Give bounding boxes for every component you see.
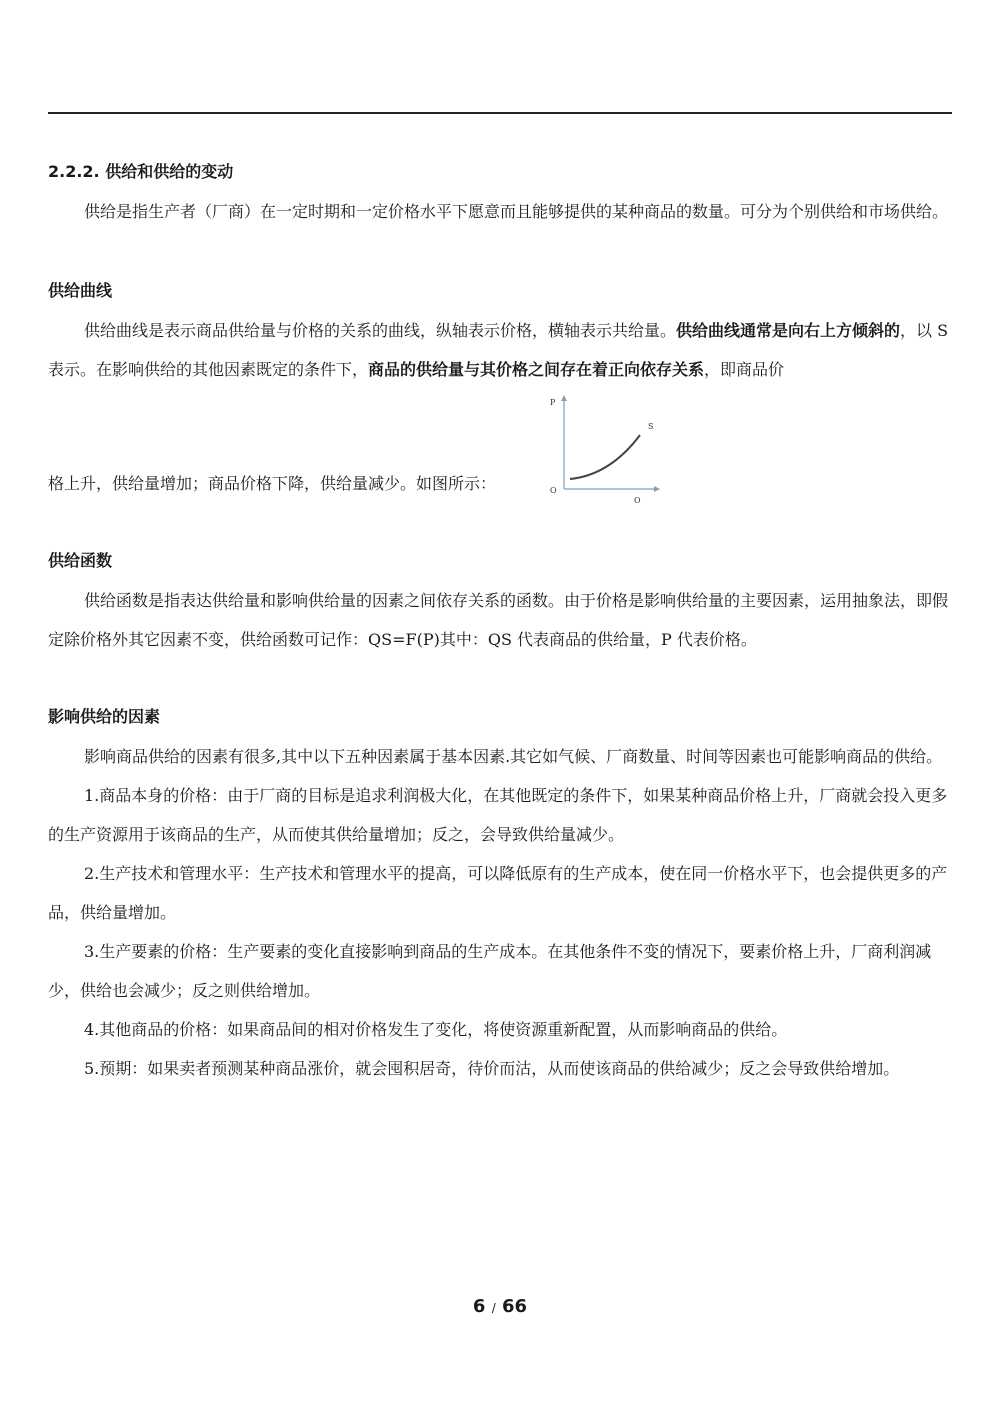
curve-text-1: 供给曲线是表示商品供给量与价格的关系的曲线，纵轴表示价格，横轴表示共给量。 xyxy=(84,321,677,340)
factor-item: 3.生产要素的价格：生产要素的变化直接影响到商品的生产成本。在其他条件不变的情况下，要素价格上升，厂商利润减少，供给也会减少；反之则供给增加。 xyxy=(48,942,932,1000)
curve-bold-1: 供给曲线通常是向右上方倾斜的 xyxy=(676,321,901,340)
section-heading: 2.2.2. 供给和供给的变动 xyxy=(48,162,234,181)
factor-item: 5.预期：如果卖者预测某种商品涨价，就会囤积居奇，待价而沽，从而使该商品的供给减少；反之会导致供给增加。 xyxy=(84,1059,900,1078)
page-number xyxy=(0,1296,1000,1317)
x-axis-arrow xyxy=(654,486,660,492)
p-axis-label: P xyxy=(550,398,556,407)
factors-intro-paragraph: 影响商品供给的因素有很多,其中以下五种因素属于基本因素.其它如气候、厂商数量、时间等因素也可能影响商品的供给。 xyxy=(84,747,943,766)
total-pages: 66 xyxy=(502,1296,528,1317)
q-axis-label: Q xyxy=(634,496,641,503)
s-curve-label: S xyxy=(648,422,654,431)
supply-curve-paragraph xyxy=(48,311,952,389)
page-separator: / xyxy=(491,1301,496,1315)
supply-curve xyxy=(570,435,640,479)
factor-item: 1.商品本身的价格：由于厂商的目标是追求利润极大化，在其他既定的条件下，如果某种商品价格上升，厂商就会投入更多的生产资源用于该商品的生产，从而使其供给量增加；反之，会导致供给量减少。 xyxy=(48,786,948,844)
curve-bold-2: 商品的供给量与其价格之间存在着正向依存关系 xyxy=(368,360,705,379)
supply-curve-figure xyxy=(548,393,673,503)
supply-function-paragraph: 供给函数是指表达供给量和影响供给量的因素之间依存关系的函数。由于价格是影响供给量的主要因素，运用抽象法，即假定除价格外其它因素不变，供给函数可记作：QS=F(P)其中：QS 代表商品的供给量，P 代表价格。 xyxy=(48,591,949,649)
curve-text-4: 格上升，供给量增加；商品价格下降，供给量减少。如图所示： xyxy=(48,474,497,493)
supply-factors-heading: 影响供给的因素 xyxy=(48,707,161,726)
factor-item: 2.生产技术和管理水平：生产技术和管理水平的提高，可以降低原有的生产成本，使在同一价格水平下，也会提供更多的产品，供给量增加。 xyxy=(48,864,948,922)
curve-text-3: ，即商品价 xyxy=(704,360,785,379)
current-page: 6 xyxy=(472,1296,486,1317)
figure-line xyxy=(48,393,952,503)
y-axis-arrow xyxy=(561,395,567,401)
origin-label: O xyxy=(550,486,557,495)
curve-text-2: ，以 S 表示。在影响供给的其他因素既定的条件下， xyxy=(48,321,949,379)
intro-paragraph: 供给是指生产者（厂商）在一定时期和一定价格水平下愿意而且能够提供的某种商品的数量。可分为个别供给和市场供给。 xyxy=(84,202,949,221)
header-rule xyxy=(48,112,952,114)
document-body xyxy=(48,160,952,1088)
supply-curve-heading: 供给曲线 xyxy=(48,281,113,300)
factor-item: 4.其他商品的价格：如果商品间的相对价格发生了变化，将使资源重新配置，从而影响商品的供给。 xyxy=(84,1020,788,1039)
supply-function-heading: 供给函数 xyxy=(48,551,113,570)
